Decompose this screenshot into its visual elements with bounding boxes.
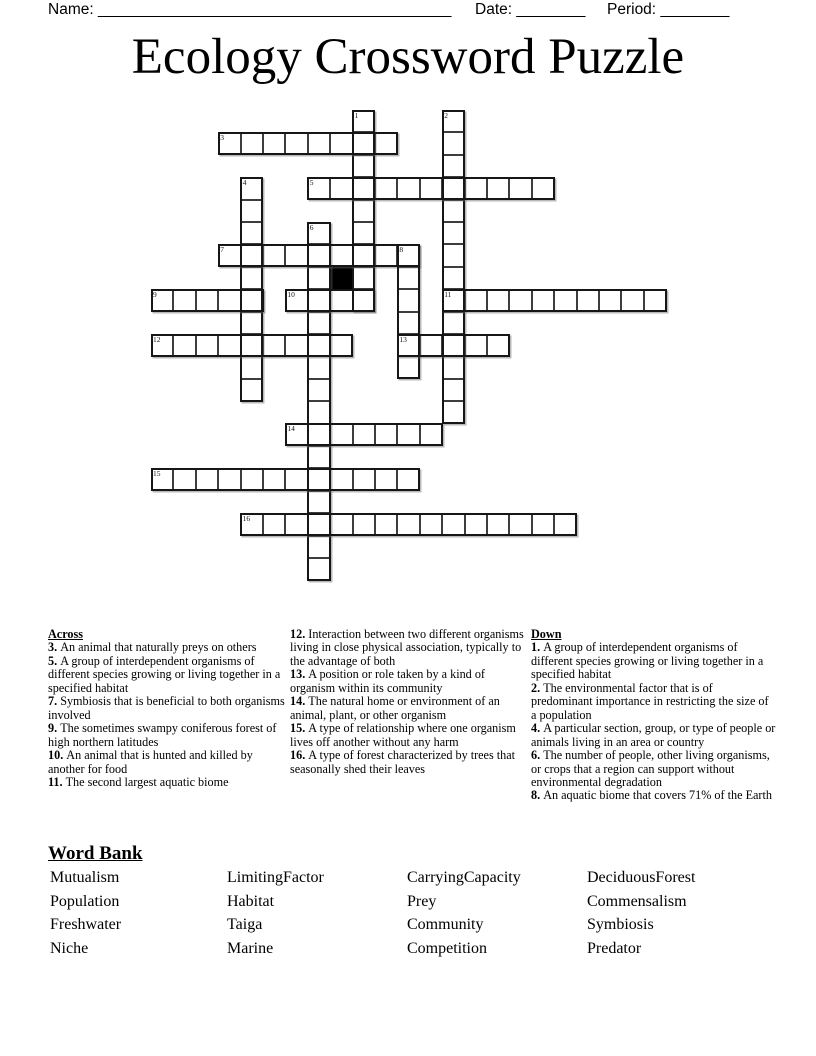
crossword-cell[interactable] xyxy=(442,379,464,401)
crossword-cell[interactable] xyxy=(397,513,419,535)
word-bank-item: Marine xyxy=(227,939,274,957)
crossword-cell[interactable] xyxy=(554,513,576,535)
clue-number: 11. xyxy=(48,774,66,789)
crossword-cell[interactable] xyxy=(442,401,464,423)
crossword-cell[interactable] xyxy=(263,132,285,154)
crossword-cell[interactable] xyxy=(308,312,330,334)
clue-number: 14. xyxy=(290,694,309,709)
cell-number: 10 xyxy=(287,289,295,299)
crossword-cell[interactable] xyxy=(196,289,218,311)
clue-2: 2. The environmental factor that is of predominant importance in restricting the size of a population xyxy=(531,680,769,722)
clue-15: 15. A type of relationship where one organism lives off another without any harm xyxy=(290,721,516,749)
crossword-cell[interactable] xyxy=(241,222,263,244)
crossword-cell[interactable] xyxy=(353,468,375,490)
word-bank-item: Taiga xyxy=(227,916,263,933)
crossword-cell[interactable] xyxy=(442,222,464,244)
word-bank-item: Symbiosis xyxy=(587,916,654,933)
clue-12: 12. Interaction between two different organisms living in close physical association, typically to the advantage of both xyxy=(290,627,524,668)
word-bank-item: Commensalism xyxy=(587,892,687,910)
crossword-cell[interactable] xyxy=(442,289,464,311)
crossword-cell[interactable] xyxy=(532,513,554,535)
crossword-cell[interactable] xyxy=(487,513,509,535)
cell-number: 13 xyxy=(399,334,407,344)
crossword-cell[interactable] xyxy=(308,177,330,199)
crossword-cell[interactable] xyxy=(397,334,419,356)
crossword-cell[interactable] xyxy=(397,424,419,446)
crossword-cell[interactable] xyxy=(241,289,263,311)
crossword-cell[interactable] xyxy=(241,200,263,222)
crossword-cell[interactable] xyxy=(285,424,307,446)
clue-13: 13. A position or role taken by a kind of organism within its community xyxy=(290,667,485,695)
clue-number: 12. xyxy=(290,627,309,641)
clue-9: 9. The sometimes swampy coniferous forest of high northern latitudes xyxy=(48,721,277,749)
crossword-cell[interactable] xyxy=(218,132,240,154)
crossword-cell[interactable] xyxy=(375,132,397,154)
crossword-cell[interactable] xyxy=(241,177,263,199)
crossword-cell[interactable] xyxy=(397,356,419,378)
crossword-cell[interactable] xyxy=(442,267,464,289)
down-clues-column xyxy=(531,628,777,803)
crossword-cell[interactable] xyxy=(173,468,195,490)
word-bank-item: Community xyxy=(407,916,484,933)
word-bank-item: Competition xyxy=(407,939,487,957)
crossword-cell[interactable] xyxy=(285,513,307,535)
black-cell xyxy=(330,267,352,289)
crossword-cell[interactable] xyxy=(241,334,263,356)
clue-11: 11. The second largest aquatic biome xyxy=(48,774,229,789)
crossword-cell[interactable] xyxy=(420,424,442,446)
clue-number: 2. xyxy=(531,680,544,695)
crossword-cell[interactable] xyxy=(420,513,442,535)
clue-10: 10. An animal that is hunted and killed by another for food xyxy=(48,748,253,776)
date-label: Date: xyxy=(475,1,513,18)
crossword-cell[interactable] xyxy=(218,244,240,266)
cell-number: 2 xyxy=(444,110,448,120)
crossword-cell[interactable] xyxy=(151,289,173,311)
crossword-cell[interactable] xyxy=(196,468,218,490)
crossword-cell[interactable] xyxy=(442,177,464,199)
word-bank-item: Predator xyxy=(587,939,642,957)
cell-number: 4 xyxy=(242,177,247,187)
crossword-cell[interactable] xyxy=(487,177,509,199)
cell-number: 16 xyxy=(242,513,251,523)
crossword-cell[interactable] xyxy=(397,289,419,311)
crossword-cell[interactable] xyxy=(353,513,375,535)
crossword-cell[interactable] xyxy=(442,200,464,222)
crossword-cell[interactable] xyxy=(442,312,464,334)
crossword-cell[interactable] xyxy=(308,558,330,580)
crossword-cell[interactable] xyxy=(151,468,173,490)
cell-number: 11 xyxy=(444,289,452,299)
crossword-cell[interactable] xyxy=(330,244,352,266)
clue-number: 13. xyxy=(290,667,309,682)
crossword-cell[interactable] xyxy=(218,334,240,356)
crossword-cell[interactable] xyxy=(241,132,263,154)
cell-number: 6 xyxy=(309,222,314,232)
crossword-cell[interactable] xyxy=(263,334,285,356)
crossword-cell[interactable] xyxy=(599,289,621,311)
crossword-cell[interactable] xyxy=(330,132,352,154)
crossword-cell[interactable] xyxy=(353,289,375,311)
crossword-cell[interactable] xyxy=(196,334,218,356)
crossword-cell[interactable] xyxy=(509,513,531,535)
clue-number: 4. xyxy=(531,721,544,736)
date-blank-line[interactable]: ________ xyxy=(516,1,586,18)
crossword-cell[interactable] xyxy=(241,244,263,266)
crossword-cell[interactable] xyxy=(241,513,263,535)
crossword-cell[interactable] xyxy=(308,536,330,558)
across-clues-column-1 xyxy=(48,628,286,789)
crossword-cell[interactable] xyxy=(465,513,487,535)
crossword-cell[interactable] xyxy=(308,513,330,535)
word-bank-item: Freshwater xyxy=(50,916,122,933)
crossword-cell[interactable] xyxy=(218,289,240,311)
crossword-cell[interactable] xyxy=(308,289,330,311)
crossword-cell[interactable] xyxy=(353,155,375,177)
clue-number: 6. xyxy=(531,748,544,763)
clue-6: 6. The number of people, other living organisms, or crops that a region can support without environmental degradation xyxy=(531,748,770,789)
crossword-cell[interactable] xyxy=(442,132,464,154)
word-bank-item: Prey xyxy=(407,892,437,910)
clue-number: 9. xyxy=(48,721,61,736)
clue-4: 4. A particular section, group, or type of people or animals living in an area or country xyxy=(531,721,776,749)
crossword-cell[interactable] xyxy=(509,289,531,311)
crossword-cell[interactable] xyxy=(285,289,307,311)
crossword-cell[interactable] xyxy=(532,289,554,311)
period-blank-line[interactable]: ________ xyxy=(660,1,730,18)
clue-number: 5. xyxy=(48,653,61,668)
clue-number: 16. xyxy=(290,748,309,763)
word-bank xyxy=(50,866,790,960)
crossword-cell[interactable] xyxy=(173,334,195,356)
crossword-cell[interactable] xyxy=(465,334,487,356)
clue-number: 7. xyxy=(48,694,61,709)
crossword-cell[interactable] xyxy=(644,289,666,311)
down-heading: Down xyxy=(531,627,562,641)
clue-16: 16. A type of forest characterized by trees that seasonally shed their leaves xyxy=(290,748,516,776)
crossword-cell[interactable] xyxy=(442,110,464,132)
crossword-cell[interactable] xyxy=(308,222,330,244)
crossword-cell[interactable] xyxy=(263,468,285,490)
crossword-cell[interactable] xyxy=(442,334,464,356)
crossword-cell[interactable] xyxy=(263,244,285,266)
crossword-cell[interactable] xyxy=(420,334,442,356)
crossword-cell[interactable] xyxy=(308,401,330,423)
cell-number: 5 xyxy=(309,177,314,187)
crossword-cell[interactable] xyxy=(509,177,531,199)
crossword-cell[interactable] xyxy=(375,177,397,199)
clue-1: 1. A group of interdependent organisms of different species growing or living together in a specified habitat xyxy=(531,640,764,682)
clue-number: 1. xyxy=(531,640,544,655)
crossword-cell[interactable] xyxy=(397,468,419,490)
crossword-cell[interactable] xyxy=(241,312,263,334)
crossword-cell[interactable] xyxy=(554,289,576,311)
crossword-cell[interactable] xyxy=(621,289,643,311)
crossword-cell[interactable] xyxy=(577,289,599,311)
clue-7: 7. Symbiosis that is beneficial to both organisms involved xyxy=(48,694,285,722)
crossword-cell[interactable] xyxy=(308,424,330,446)
word-bank-item: Mutualism xyxy=(50,869,120,886)
clue-number: 15. xyxy=(290,721,309,736)
name-label: Name: xyxy=(48,1,94,18)
cell-number: 12 xyxy=(153,334,161,344)
crossword-cell[interactable] xyxy=(532,177,554,199)
crossword-cell[interactable] xyxy=(353,222,375,244)
crossword-cell[interactable] xyxy=(308,491,330,513)
crossword-cell[interactable] xyxy=(353,424,375,446)
crossword-cell[interactable] xyxy=(397,177,419,199)
cell-number: 7 xyxy=(220,244,224,254)
word-bank-item: LimitingFactor xyxy=(227,869,324,886)
crossword-cell[interactable] xyxy=(375,424,397,446)
crossword-cell[interactable] xyxy=(241,379,263,401)
crossword-cell[interactable] xyxy=(442,155,464,177)
crossword-cell[interactable] xyxy=(353,200,375,222)
page-title: Ecology Crossword Puzzle xyxy=(131,29,685,85)
word-bank-item: Population xyxy=(50,892,120,910)
crossword-cell[interactable] xyxy=(442,356,464,378)
crossword-cell[interactable] xyxy=(330,334,352,356)
crossword-cell[interactable] xyxy=(397,244,419,266)
crossword-cell[interactable] xyxy=(173,289,195,311)
crossword-cell[interactable] xyxy=(487,334,509,356)
crossword-cell[interactable] xyxy=(397,312,419,334)
crossword-cell[interactable] xyxy=(330,289,352,311)
word-bank-item: Habitat xyxy=(227,892,275,910)
period-label: Period: xyxy=(607,1,657,18)
clue-8: 8. An aquatic biome that covers 71% of the Earth xyxy=(531,788,772,803)
crossword-cell[interactable] xyxy=(308,267,330,289)
clue-number: 3. xyxy=(48,640,61,655)
crossword-cell[interactable] xyxy=(353,110,375,132)
clue-number: 10. xyxy=(48,748,67,763)
crossword-cell[interactable] xyxy=(442,513,464,535)
crossword-cell[interactable] xyxy=(285,132,307,154)
across-clues-column-2 xyxy=(290,628,528,776)
crossword-cell[interactable] xyxy=(487,289,509,311)
word-bank-item: Niche xyxy=(50,939,89,957)
crossword-cell[interactable] xyxy=(308,132,330,154)
crossword-cell[interactable] xyxy=(353,244,375,266)
name-blank-line[interactable]: _________________________________________ xyxy=(97,1,452,18)
word-bank-item: CarryingCapacity xyxy=(407,869,521,886)
crossword-cell[interactable] xyxy=(397,267,419,289)
crossword-cell[interactable] xyxy=(151,334,173,356)
crossword-cell[interactable] xyxy=(218,468,240,490)
cell-number: 14 xyxy=(287,424,295,434)
cell-number: 9 xyxy=(153,289,157,299)
crossword-cell[interactable] xyxy=(308,468,330,490)
crossword-cell[interactable] xyxy=(285,334,307,356)
crossword-cell[interactable] xyxy=(465,289,487,311)
clue-3: 3. An animal that naturally preys on others xyxy=(48,640,257,655)
crossword-cell[interactable] xyxy=(353,132,375,154)
across-heading: Across xyxy=(48,627,83,641)
clue-number: 8. xyxy=(531,788,544,803)
crossword-cell[interactable] xyxy=(285,468,307,490)
cell-number: 15 xyxy=(153,468,161,478)
clue-14: 14. The natural home or environment of an animal, plant, or other organism xyxy=(290,694,500,722)
cell-number: 1 xyxy=(354,110,359,120)
crossword-cell[interactable] xyxy=(442,244,464,266)
word-bank-heading: Word Bank xyxy=(48,843,143,864)
crossword-cell[interactable] xyxy=(308,379,330,401)
crossword-cell[interactable] xyxy=(330,513,352,535)
crossword-cell[interactable] xyxy=(330,424,352,446)
cell-number: 8 xyxy=(399,244,404,254)
crossword-cell[interactable] xyxy=(308,356,330,378)
crossword-cell[interactable] xyxy=(241,468,263,490)
crossword-cell[interactable] xyxy=(308,244,330,266)
crossword-cell[interactable] xyxy=(308,446,330,468)
crossword-cell[interactable] xyxy=(465,177,487,199)
crossword-cell[interactable] xyxy=(330,177,352,199)
crossword-cell[interactable] xyxy=(353,177,375,199)
crossword-cell[interactable] xyxy=(375,244,397,266)
crossword-cell[interactable] xyxy=(241,356,263,378)
clue-5: 5. A group of interdependent organisms of different species growing or living together in a specified habitat xyxy=(48,653,281,695)
crossword-cell[interactable] xyxy=(285,244,307,266)
crossword-cell[interactable] xyxy=(375,468,397,490)
word-bank-item: DeciduousForest xyxy=(587,869,696,886)
crossword-cell[interactable] xyxy=(353,267,375,289)
crossword-cell[interactable] xyxy=(241,267,263,289)
cell-number: 3 xyxy=(220,132,224,142)
crossword-cell[interactable] xyxy=(330,468,352,490)
crossword-cell[interactable] xyxy=(263,513,285,535)
crossword-cell[interactable] xyxy=(420,177,442,199)
crossword-cell[interactable] xyxy=(375,513,397,535)
crossword-cell[interactable] xyxy=(308,334,330,356)
